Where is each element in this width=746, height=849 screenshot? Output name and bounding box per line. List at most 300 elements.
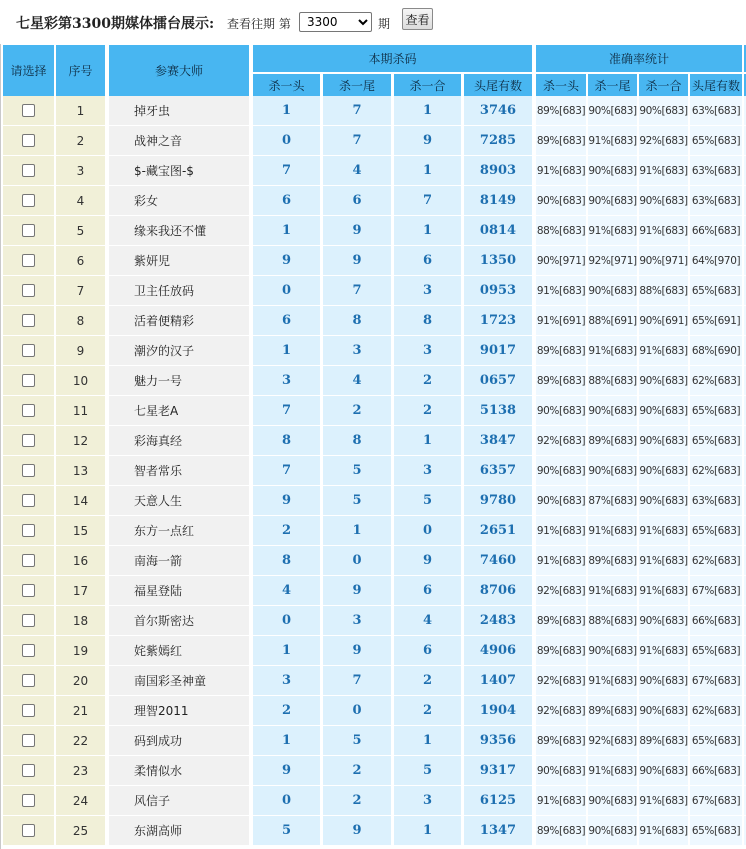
- kill-value: 2: [394, 696, 461, 725]
- kill-value: 9017: [464, 336, 532, 365]
- table-row: [1, 486, 746, 516]
- accuracy-value: 91%[683]: [639, 786, 688, 815]
- row-number: 20: [56, 666, 105, 695]
- accuracy-value: 91%[683]: [588, 216, 637, 245]
- kill-value: 8: [253, 546, 320, 575]
- kill-value: 1: [253, 636, 320, 665]
- master-table: [0, 44, 746, 849]
- kill-value: 7: [323, 666, 391, 695]
- row-checkbox[interactable]: [22, 824, 35, 837]
- master-name: 码到成功: [109, 726, 249, 755]
- kill-value: 7: [394, 186, 461, 215]
- table-row: [1, 576, 746, 606]
- accuracy-value: 91%[683]: [536, 546, 586, 575]
- accuracy-value: 91%[683]: [639, 216, 688, 245]
- accuracy-value: 91%[683]: [588, 576, 637, 605]
- accuracy-value: 90%[683]: [588, 636, 637, 665]
- kill-value: 8706: [464, 576, 532, 605]
- kill-value: 6: [323, 186, 391, 215]
- kill-value: 1: [394, 426, 461, 455]
- accuracy-value: 91%[683]: [588, 516, 637, 545]
- master-name: 理智2011: [109, 696, 249, 725]
- kill-value: 3: [253, 666, 320, 695]
- table-row: [1, 456, 746, 486]
- accuracy-value: 90%[683]: [639, 756, 688, 785]
- row-checkbox[interactable]: [22, 494, 35, 507]
- row-number: 5: [56, 216, 105, 245]
- kill-value: 6125: [464, 786, 532, 815]
- select-cell: [3, 726, 54, 755]
- kill-value: 6: [394, 636, 461, 665]
- issue-suffix-label: 期: [378, 17, 391, 31]
- row-number: 7: [56, 276, 105, 305]
- kill-value: 3: [394, 456, 461, 485]
- kill-value: 2: [394, 396, 461, 425]
- accuracy-value: 89%[683]: [588, 426, 637, 455]
- row-checkbox[interactable]: [22, 554, 35, 567]
- accuracy-value: 91%[683]: [536, 156, 586, 185]
- row-checkbox[interactable]: [22, 704, 35, 717]
- accuracy-value: 90%[683]: [639, 456, 688, 485]
- table-row: [1, 426, 746, 456]
- table-row: [1, 276, 746, 306]
- accuracy-value: 90%[683]: [639, 366, 688, 395]
- subheader-stat-1: 杀一头: [536, 74, 586, 96]
- kill-value: 1: [394, 216, 461, 245]
- select-cell: [3, 756, 54, 785]
- accuracy-value: 89%[683]: [536, 126, 586, 155]
- accuracy-value: 90%[683]: [639, 426, 688, 455]
- select-cell: [3, 276, 54, 305]
- kill-value: 3: [253, 366, 320, 395]
- master-name: 彩女: [109, 186, 249, 215]
- master-name: 缘来我还不懂: [109, 216, 249, 245]
- accuracy-value: 90%[683]: [639, 696, 688, 725]
- kill-value: 1: [394, 726, 461, 755]
- subheader-stat-3: 杀一合: [639, 74, 688, 96]
- accuracy-value: 91%[683]: [536, 516, 586, 545]
- master-name: $-藏宝图-$: [109, 156, 249, 185]
- accuracy-value: 91%[683]: [588, 756, 637, 785]
- kill-value: 1904: [464, 696, 532, 725]
- kill-value: 4: [323, 156, 391, 185]
- kill-value: 2: [253, 696, 320, 725]
- kill-value: 9: [323, 576, 391, 605]
- accuracy-value: 91%[683]: [639, 156, 688, 185]
- accuracy-value: 62%[683]: [690, 456, 742, 485]
- row-number: 6: [56, 246, 105, 275]
- table-row: [1, 396, 746, 426]
- accuracy-value: 91%[683]: [536, 276, 586, 305]
- select-cell: [3, 636, 54, 665]
- kill-value: 1: [394, 816, 461, 845]
- kill-value: 9317: [464, 756, 532, 785]
- row-number: 16: [56, 546, 105, 575]
- kill-value: 2651: [464, 516, 532, 545]
- row-number: 9: [56, 336, 105, 365]
- master-name: 战神之音: [109, 126, 249, 155]
- row-number: 1: [56, 96, 105, 125]
- kill-value: 8: [253, 426, 320, 455]
- accuracy-value: 90%[683]: [639, 486, 688, 515]
- accuracy-value: 89%[683]: [536, 96, 586, 125]
- accuracy-value: 88%[683]: [536, 216, 586, 245]
- page-title: 七星彩第3300期媒体擂台展示:: [16, 16, 215, 32]
- kill-value: 9: [323, 246, 391, 275]
- kill-value: 9: [394, 126, 461, 155]
- kill-value: 6357: [464, 456, 532, 485]
- issue-select[interactable]: [299, 12, 372, 32]
- master-name: 掉牙虫: [109, 96, 249, 125]
- row-checkbox[interactable]: [22, 794, 35, 807]
- row-checkbox[interactable]: [22, 314, 35, 327]
- master-name: 彩海真经: [109, 426, 249, 455]
- row-checkbox[interactable]: [22, 464, 35, 477]
- kill-value: 7: [253, 396, 320, 425]
- kill-value: 2: [394, 666, 461, 695]
- kill-value: 0: [323, 546, 391, 575]
- kill-value: 0814: [464, 216, 532, 245]
- accuracy-value: 92%[683]: [536, 426, 586, 455]
- row-number: 21: [56, 696, 105, 725]
- row-number: 19: [56, 636, 105, 665]
- accuracy-value: 90%[971]: [536, 246, 586, 275]
- select-cell: [3, 576, 54, 605]
- row-checkbox[interactable]: [22, 404, 35, 417]
- accuracy-value: 92%[683]: [536, 576, 586, 605]
- accuracy-value: 91%[683]: [639, 516, 688, 545]
- table-row: [1, 726, 746, 756]
- kill-value: 2483: [464, 606, 532, 635]
- row-checkbox[interactable]: [22, 104, 35, 117]
- row-number: 18: [56, 606, 105, 635]
- subheader-kill-1: 杀一头: [253, 74, 320, 96]
- kill-value: 3: [394, 336, 461, 365]
- master-name: 紫妍児: [109, 246, 249, 275]
- kill-value: 7285: [464, 126, 532, 155]
- row-checkbox[interactable]: [22, 164, 35, 177]
- accuracy-value: 92%[971]: [588, 246, 637, 275]
- accuracy-value: 62%[683]: [690, 366, 742, 395]
- kill-value: 4: [394, 606, 461, 635]
- accuracy-value: 92%[683]: [588, 726, 637, 755]
- kill-value: 1350: [464, 246, 532, 275]
- kill-value: 9: [323, 636, 391, 665]
- accuracy-value: 91%[691]: [536, 306, 586, 335]
- select-cell: [3, 606, 54, 635]
- accuracy-value: 90%[691]: [639, 306, 688, 335]
- table-row: [1, 666, 746, 696]
- table-row: [1, 96, 746, 126]
- kill-value: 1: [253, 336, 320, 365]
- master-name: 天意人生: [109, 486, 249, 515]
- row-checkbox[interactable]: [22, 254, 35, 267]
- accuracy-value: 90%[683]: [639, 606, 688, 635]
- accuracy-value: 89%[683]: [588, 696, 637, 725]
- master-name: 姹紫嫣红: [109, 636, 249, 665]
- row-number: 15: [56, 516, 105, 545]
- accuracy-value: 88%[683]: [588, 366, 637, 395]
- kill-value: 3746: [464, 96, 532, 125]
- row-checkbox[interactable]: [22, 644, 35, 657]
- select-cell: [3, 786, 54, 815]
- kill-value: 1347: [464, 816, 532, 845]
- kill-value: 0: [253, 606, 320, 635]
- table-row: [1, 816, 746, 846]
- accuracy-value: 90%[683]: [639, 186, 688, 215]
- accuracy-value: 88%[683]: [588, 606, 637, 635]
- row-number: 14: [56, 486, 105, 515]
- row-number: 8: [56, 306, 105, 335]
- view-history-label: 查看往期 第: [227, 17, 291, 31]
- select-cell: [3, 156, 54, 185]
- kill-value: 4: [323, 366, 391, 395]
- table-row: [1, 696, 746, 726]
- kill-value: 8: [323, 426, 391, 455]
- subheader-kill-4: 头尾有数: [464, 74, 532, 96]
- kill-value: 5: [394, 756, 461, 785]
- accuracy-value: 63%[683]: [690, 96, 742, 125]
- row-checkbox[interactable]: [22, 134, 35, 147]
- accuracy-value: 91%[683]: [588, 336, 637, 365]
- accuracy-value: 63%[683]: [690, 186, 742, 215]
- kill-value: 0: [253, 786, 320, 815]
- accuracy-value: 87%[683]: [588, 486, 637, 515]
- table-row: [1, 246, 746, 276]
- kill-value: 1: [253, 726, 320, 755]
- accuracy-value: 64%[970]: [690, 246, 742, 275]
- accuracy-value: 91%[683]: [639, 576, 688, 605]
- select-cell: [3, 306, 54, 335]
- select-cell: [3, 246, 54, 275]
- select-cell: [3, 186, 54, 215]
- table-row: [1, 786, 746, 816]
- kill-value: 3847: [464, 426, 532, 455]
- accuracy-value: 66%[683]: [690, 216, 742, 245]
- kill-value: 9: [253, 246, 320, 275]
- accuracy-value: 89%[683]: [536, 726, 586, 755]
- accuracy-value: 90%[683]: [588, 276, 637, 305]
- accuracy-value: 65%[683]: [690, 126, 742, 155]
- accuracy-value: 89%[683]: [536, 366, 586, 395]
- accuracy-value: 89%[683]: [536, 636, 586, 665]
- row-checkbox[interactable]: [22, 194, 35, 207]
- accuracy-value: 89%[683]: [536, 606, 586, 635]
- row-number: 24: [56, 786, 105, 815]
- accuracy-value: 92%[683]: [536, 666, 586, 695]
- accuracy-value: 89%[683]: [536, 336, 586, 365]
- accuracy-value: 90%[683]: [588, 816, 637, 845]
- kill-value: 8149: [464, 186, 532, 215]
- table-row: [1, 516, 746, 546]
- accuracy-value: 90%[683]: [588, 786, 637, 815]
- kill-value: 3: [394, 786, 461, 815]
- select-cell: [3, 396, 54, 425]
- kill-value: 3: [323, 336, 391, 365]
- accuracy-value: 68%[690]: [690, 336, 742, 365]
- kill-value: 6: [253, 306, 320, 335]
- accuracy-value: 63%[683]: [690, 486, 742, 515]
- select-cell: [3, 366, 54, 395]
- row-checkbox[interactable]: [22, 434, 35, 447]
- kill-value: 7460: [464, 546, 532, 575]
- kill-value: 6: [394, 576, 461, 605]
- kill-value: 0: [394, 516, 461, 545]
- accuracy-value: 90%[683]: [536, 456, 586, 485]
- master-name: 活着便精彩: [109, 306, 249, 335]
- accuracy-value: 67%[683]: [690, 786, 742, 815]
- master-name: 福星登陆: [109, 576, 249, 605]
- select-cell: [3, 696, 54, 725]
- kill-value: 5138: [464, 396, 532, 425]
- accuracy-value: 90%[683]: [588, 396, 637, 425]
- kill-value: 1: [394, 156, 461, 185]
- accuracy-value: 62%[683]: [690, 546, 742, 575]
- table-row: [1, 126, 746, 156]
- kill-value: 1: [394, 96, 461, 125]
- table-row: [1, 186, 746, 216]
- row-checkbox[interactable]: [22, 674, 35, 687]
- kill-value: 9: [253, 486, 320, 515]
- subheader-stat-2: 杀一尾: [588, 74, 637, 96]
- kill-value: 2: [394, 366, 461, 395]
- row-number: 3: [56, 156, 105, 185]
- accuracy-value: 90%[683]: [536, 756, 586, 785]
- accuracy-value: 91%[683]: [639, 816, 688, 845]
- kill-value: 3: [394, 276, 461, 305]
- view-button[interactable]: 查看: [402, 8, 433, 30]
- kill-value: 9780: [464, 486, 532, 515]
- row-checkbox[interactable]: [22, 284, 35, 297]
- top-bar: [0, 0, 746, 44]
- row-checkbox[interactable]: [22, 734, 35, 747]
- table-row: [1, 306, 746, 336]
- master-name: 南海一箭: [109, 546, 249, 575]
- accuracy-value: 89%[683]: [536, 816, 586, 845]
- header-select: 请选择: [3, 45, 54, 96]
- row-number: 4: [56, 186, 105, 215]
- accuracy-value: 90%[683]: [588, 456, 637, 485]
- accuracy-value: 90%[683]: [536, 396, 586, 425]
- accuracy-value: 65%[683]: [690, 516, 742, 545]
- kill-value: 7: [253, 456, 320, 485]
- table-row: [1, 156, 746, 186]
- accuracy-value: 91%[683]: [588, 666, 637, 695]
- master-name: 南国彩圣神童: [109, 666, 249, 695]
- accuracy-value: 91%[683]: [588, 126, 637, 155]
- select-cell: [3, 426, 54, 455]
- accuracy-value: 90%[683]: [639, 666, 688, 695]
- accuracy-value: 67%[683]: [690, 576, 742, 605]
- master-name: 卫主任放码: [109, 276, 249, 305]
- accuracy-value: 89%[683]: [588, 546, 637, 575]
- accuracy-value: 89%[683]: [639, 726, 688, 755]
- table-row: [1, 756, 746, 786]
- select-cell: [3, 126, 54, 155]
- kill-value: 9356: [464, 726, 532, 755]
- kill-value: 7: [323, 276, 391, 305]
- kill-value: 1723: [464, 306, 532, 335]
- table-row: [1, 366, 746, 396]
- row-number: 17: [56, 576, 105, 605]
- kill-value: 5: [253, 816, 320, 845]
- master-name: 七星老A: [109, 396, 249, 425]
- kill-value: 4: [253, 576, 320, 605]
- select-cell: [3, 666, 54, 695]
- accuracy-value: 67%[683]: [690, 666, 742, 695]
- table-row: [1, 636, 746, 666]
- row-checkbox[interactable]: [22, 374, 35, 387]
- kill-value: 0953: [464, 276, 532, 305]
- table-row: [1, 546, 746, 576]
- row-number: 2: [56, 126, 105, 155]
- master-name: 风信子: [109, 786, 249, 815]
- master-name: 首尔斯密达: [109, 606, 249, 635]
- kill-value: 6: [253, 186, 320, 215]
- select-cell: [3, 546, 54, 575]
- row-checkbox[interactable]: [22, 764, 35, 777]
- master-name: 智者常乐: [109, 456, 249, 485]
- kill-value: 1: [253, 216, 320, 245]
- accuracy-value: 66%[683]: [690, 756, 742, 785]
- row-number: 11: [56, 396, 105, 425]
- row-checkbox[interactable]: [22, 224, 35, 237]
- master-name: 魅力一号: [109, 366, 249, 395]
- accuracy-value: 62%[683]: [690, 696, 742, 725]
- kill-value: 1407: [464, 666, 532, 695]
- accuracy-value: 91%[683]: [536, 786, 586, 815]
- master-name: 潮汐的汉子: [109, 336, 249, 365]
- kill-value: 7: [323, 126, 391, 155]
- row-checkbox[interactable]: [22, 584, 35, 597]
- accuracy-value: 63%[683]: [690, 156, 742, 185]
- kill-value: 3: [323, 606, 391, 635]
- row-checkbox[interactable]: [22, 614, 35, 627]
- select-cell: [3, 456, 54, 485]
- row-number: 10: [56, 366, 105, 395]
- accuracy-value: 90%[683]: [536, 186, 586, 215]
- accuracy-value: 65%[683]: [690, 636, 742, 665]
- accuracy-value: 65%[683]: [690, 276, 742, 305]
- select-cell: [3, 816, 54, 845]
- accuracy-value: 91%[683]: [639, 546, 688, 575]
- accuracy-value: 66%[683]: [690, 606, 742, 635]
- accuracy-value: 65%[683]: [690, 396, 742, 425]
- kill-value: 2: [253, 516, 320, 545]
- kill-value: 7: [323, 96, 391, 125]
- accuracy-value: 65%[683]: [690, 426, 742, 455]
- kill-value: 0: [323, 696, 391, 725]
- kill-value: 8903: [464, 156, 532, 185]
- select-cell: [3, 486, 54, 515]
- kill-value: 2: [323, 786, 391, 815]
- kill-value: 9: [253, 756, 320, 785]
- master-name: 东湖高师: [109, 816, 249, 845]
- header-kill-group: 本期杀码: [253, 45, 532, 72]
- subheader-kill-3: 杀一合: [394, 74, 461, 96]
- kill-value: 1: [323, 516, 391, 545]
- accuracy-value: 88%[691]: [588, 306, 637, 335]
- master-name: 柔情似水: [109, 756, 249, 785]
- row-checkbox[interactable]: [22, 344, 35, 357]
- accuracy-value: 92%[683]: [536, 696, 586, 725]
- kill-value: 4906: [464, 636, 532, 665]
- accuracy-value: 90%[683]: [639, 396, 688, 425]
- row-checkbox[interactable]: [22, 524, 35, 537]
- accuracy-value: 90%[683]: [588, 186, 637, 215]
- master-name: 东方一点红: [109, 516, 249, 545]
- table-row: [1, 336, 746, 366]
